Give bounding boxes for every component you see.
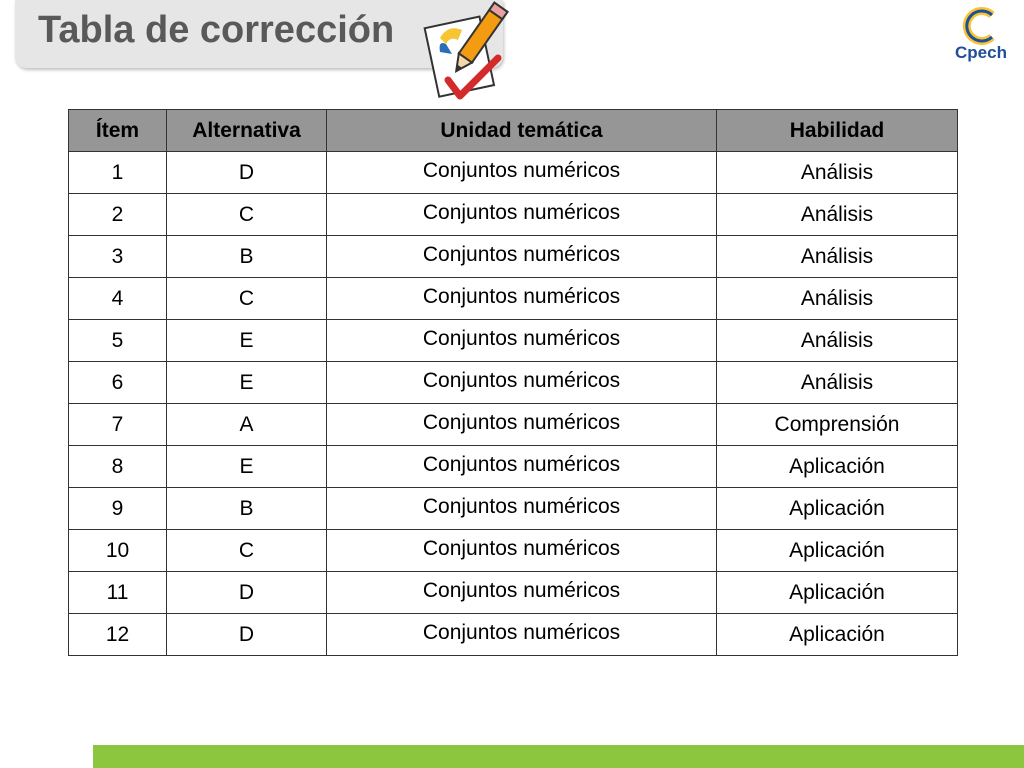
unidad-tematica-cell: Conjuntos numéricos xyxy=(327,612,717,654)
item-cell: 8 xyxy=(69,446,167,488)
pencil-checkmark-icon xyxy=(418,0,512,108)
unidad-tematica-cell: Conjuntos numéricos xyxy=(327,318,717,360)
habilidad-cell: Aplicación xyxy=(717,614,958,656)
unidad-tematica-cell: Conjuntos numéricos xyxy=(327,528,717,570)
unidad-tematica-cell: Conjuntos numéricos xyxy=(327,276,717,318)
table-row xyxy=(69,278,958,320)
item-cell: 7 xyxy=(69,404,167,446)
column-header-alternativa: Alternativa xyxy=(167,110,327,152)
habilidad-cell: Aplicación xyxy=(717,572,958,614)
table-row xyxy=(69,362,958,404)
alternativa-cell: D xyxy=(167,614,327,656)
item-cell: 6 xyxy=(69,362,167,404)
unidad-tematica-cell: Conjuntos numéricos xyxy=(327,360,717,402)
alternativa-cell: B xyxy=(167,236,327,278)
correction-table xyxy=(68,109,958,656)
alternativa-cell: C xyxy=(167,194,327,236)
table-row xyxy=(69,488,958,530)
item-cell: 5 xyxy=(69,320,167,362)
alternativa-cell: E xyxy=(167,446,327,488)
alternativa-cell: E xyxy=(167,362,327,404)
alternativa-cell: D xyxy=(167,152,327,194)
table-header-row xyxy=(69,110,958,152)
alternativa-cell: A xyxy=(167,404,327,446)
page-title: Tabla de corrección xyxy=(38,9,395,51)
cpech-logo-icon xyxy=(950,5,1012,45)
unidad-tematica-cell: Conjuntos numéricos xyxy=(327,150,717,192)
column-header-habilidad: Habilidad xyxy=(717,110,958,152)
item-cell: 9 xyxy=(69,488,167,530)
column-header-unidad-tematica: Unidad temática xyxy=(327,110,717,152)
alternativa-cell: C xyxy=(167,530,327,572)
unidad-tematica-cell: Conjuntos numéricos xyxy=(327,402,717,444)
table-row xyxy=(69,236,958,278)
table-row xyxy=(69,194,958,236)
unidad-tematica-cell: Conjuntos numéricos xyxy=(327,234,717,276)
item-cell: 4 xyxy=(69,278,167,320)
item-cell: 3 xyxy=(69,236,167,278)
habilidad-cell: Análisis xyxy=(717,320,958,362)
habilidad-cell: Comprensión xyxy=(717,404,958,446)
table-row xyxy=(69,320,958,362)
column-header-item: Ítem xyxy=(69,110,167,152)
footer-bar xyxy=(93,745,1024,768)
item-cell: 11 xyxy=(69,572,167,614)
item-cell: 1 xyxy=(69,152,167,194)
alternativa-cell: C xyxy=(167,278,327,320)
cpech-logo xyxy=(950,5,1012,63)
unidad-tematica-cell: Conjuntos numéricos xyxy=(327,570,717,612)
habilidad-cell: Análisis xyxy=(717,362,958,404)
unidad-tematica-cell: Conjuntos numéricos xyxy=(327,486,717,528)
table-row xyxy=(69,404,958,446)
habilidad-cell: Aplicación xyxy=(717,488,958,530)
alternativa-cell: E xyxy=(167,320,327,362)
habilidad-cell: Análisis xyxy=(717,152,958,194)
alternativa-cell: B xyxy=(167,488,327,530)
table-row xyxy=(69,614,958,656)
habilidad-cell: Aplicación xyxy=(717,530,958,572)
item-cell: 12 xyxy=(69,614,167,656)
table-row xyxy=(69,446,958,488)
habilidad-cell: Análisis xyxy=(717,236,958,278)
item-cell: 10 xyxy=(69,530,167,572)
table-row xyxy=(69,152,958,194)
unidad-tematica-cell: Conjuntos numéricos xyxy=(327,444,717,486)
habilidad-cell: Análisis xyxy=(717,194,958,236)
alternativa-cell: D xyxy=(167,572,327,614)
table-row xyxy=(69,572,958,614)
habilidad-cell: Análisis xyxy=(717,278,958,320)
habilidad-cell: Aplicación xyxy=(717,446,958,488)
item-cell: 2 xyxy=(69,194,167,236)
logo-text: Cpech xyxy=(955,43,1007,62)
unidad-tematica-cell: Conjuntos numéricos xyxy=(327,192,717,234)
table-row xyxy=(69,530,958,572)
